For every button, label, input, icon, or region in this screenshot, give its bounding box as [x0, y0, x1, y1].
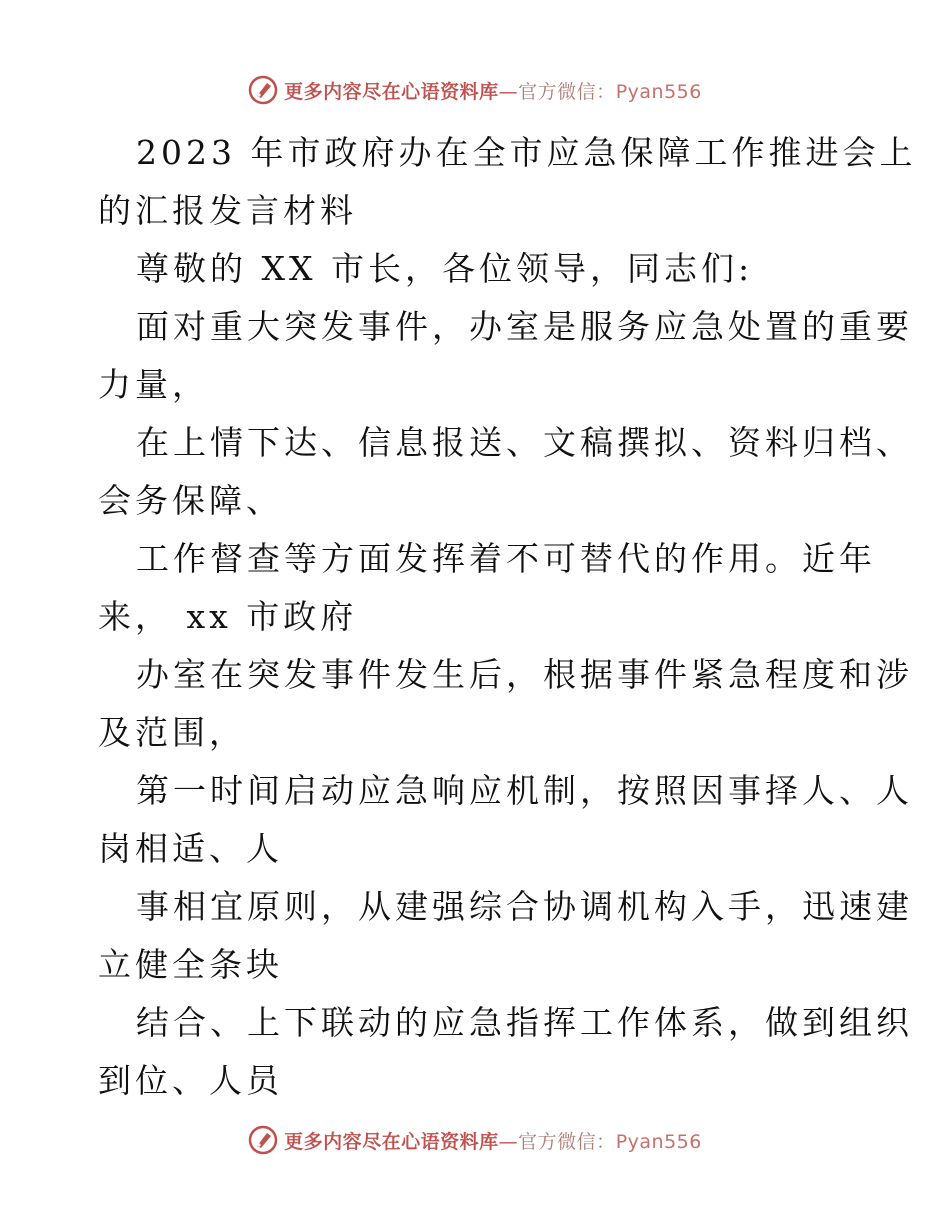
- watermark-separator: —: [498, 80, 519, 103]
- document-line: 立健全条块: [98, 945, 283, 984]
- document-line: 会务保障、: [98, 481, 283, 520]
- document-line: 岗相适、人: [98, 829, 283, 868]
- document-line: 事相宜原则，从建强综合协调机构入手，迅速建: [136, 887, 913, 926]
- pen-nib-logo-icon: [248, 1125, 278, 1155]
- watermark-text: [284, 1127, 702, 1154]
- watermark-text: [284, 77, 702, 104]
- document-line: 的汇报发言材料: [98, 191, 357, 230]
- watermark-label: 官方微信：: [518, 1130, 616, 1153]
- watermark-main: 更多内容尽在心语资料库: [284, 1130, 499, 1153]
- document-line: 力量，: [98, 365, 209, 404]
- document-line: 到位、人员: [98, 1061, 283, 1100]
- document-body: [98, 124, 917, 1110]
- document-line: 工作督查等方面发挥着不可替代的作用。近年: [136, 539, 876, 578]
- watermark-label: 官方微信：: [518, 80, 616, 103]
- watermark-main: 更多内容尽在心语资料库: [284, 80, 499, 103]
- pen-nib-logo-icon: [248, 75, 278, 105]
- watermark-banner-top: [0, 70, 950, 110]
- watermark-id: Pyan556: [615, 80, 702, 103]
- watermark-banner-bottom: [0, 1120, 950, 1160]
- watermark-id: Pyan556: [615, 1130, 702, 1153]
- document-line: 及范围，: [98, 713, 246, 752]
- document-line: 来， xx 市政府: [98, 597, 358, 636]
- document-line: 2023 年市政府办在全市应急保障工作推进会上: [136, 133, 917, 172]
- watermark-separator: —: [498, 1130, 519, 1153]
- document-line: 面对重大突发事件，办室是服务应急处置的重要: [136, 307, 913, 346]
- document-line: 办室在突发事件发生后，根据事件紧急程度和涉: [136, 655, 913, 694]
- document-line: 第一时间启动应急响应机制，按照因事择人、人: [136, 771, 913, 810]
- document-line: 结合、上下联动的应急指挥工作体系，做到组织: [136, 1003, 913, 1042]
- document-line: 在上情下达、信息报送、文稿撰拟、资料归档、: [136, 423, 913, 462]
- document-line: 尊敬的 XX 市长，各位领导，同志们:: [136, 249, 754, 288]
